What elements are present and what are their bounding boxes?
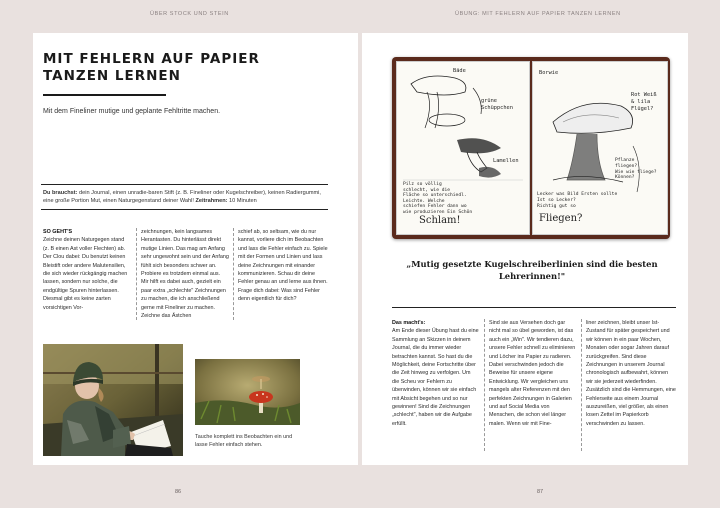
benefit-column-2: Sind sie aus Versehen doch gar nicht mal so übel geworden, ist das auch ein „Win". Wir tendieren dazu, unsere Fehler schnell zu eliminieren und Löcher ins Papier zu radieren. Dabei verschwinden jedoch die Beweise für unsere eigene Entwicklung. Wir vergleichen uns mangels alter Referenzen mit den perfekten Zeichnungen in Galerien und auf Social Media von Menschen, die schon viel länger malen. Wenn wir mit Fine- <box>489 320 576 427</box>
sketch-note-text-right: Lecker was Bild Ersten sollte Ist so Lecker? Richtig gut so <box>537 192 618 209</box>
page-number-left: 86 <box>175 489 182 495</box>
divider-top <box>41 184 328 185</box>
sketch-note-rot-weiss: Rot Weiß & lila Flügel? <box>631 92 657 112</box>
column-divider <box>484 319 485 451</box>
page-title <box>43 51 273 85</box>
running-header-left: ÜBER STOCK UND STEIN <box>150 11 229 17</box>
materials-label: Du brauchst: <box>43 190 78 196</box>
photo-red-mushroom-image <box>195 359 300 425</box>
column-divider <box>581 319 582 451</box>
benefit-column-1 <box>392 319 479 428</box>
benefit-text-1: Am Ende dieser Übung hast du eine Sammlung an Skizzen in deinem Journal, die du immer wieder betrachten kannst. So hast du die Möglichkeit, deine Fortschritte über die Zeit hinweg zu verfolgen. Um die Scheu vor Fehlern zu überwinden, können wir sie einfach mit Absicht begehen und so nur gewinnen! Sind die Zeichnungen „schlecht", haben wir die Aufgabe erfüllt. <box>392 328 479 427</box>
benefit-column-3: liner zeichnen, bleibt unser Ist-Zustand für später gespeichert und wir können in ein paar Wochen, Monaten oder sogar Jahren darauf zurückgreifen. Sind diese Zeichnungen in unserem Journal chronologisch aufbewahrt, können wir sie jederzeit wiederfinden. Zusätzlich sind die Hemmungen, eine Fehlerseite aus einem Journal auszureißen, viel größer, als einen losen Zettel im Papierkorb verschwinden zu lassen. <box>586 320 676 427</box>
sketch-note-text-left: Pilz so völlig schlecht, wie die Fläche so unterschiedl. Leichte. Welche schiefen Fehler dann wo wie produzieren Ein Schön <box>403 182 473 215</box>
page-number-right: 87 <box>537 489 544 495</box>
title-line-2: TANZEN LERNEN <box>43 68 181 84</box>
title-line-1: MIT FEHLERN AUF PAPIER <box>43 51 260 67</box>
materials-box <box>43 189 328 206</box>
sketch-word-fliegen: Fliegen? <box>539 213 583 224</box>
sketch-page-left <box>396 61 530 235</box>
right-page <box>362 33 688 465</box>
time-text: 10 Minuten <box>227 198 257 205</box>
photo-woman-sketching <box>43 344 183 456</box>
sketch-note-schuppchen: grüne Schüppchen <box>481 98 513 111</box>
howto-column-3: schief ab, so seltsam, wie du nur kannst, vorliere dich im Beobachten und lass die Fehler einfach zu. Spiele mit der Formen und Linien und lass deine Zeichnungen mit einander kommunizieren. Schau dir deine Fehler genau an und lerne aus ihnen. Frage dich dabei: Was sind Fehler denn eigentlich für dich? <box>238 229 328 303</box>
column-divider <box>136 228 137 320</box>
howto-column-2: zeichnungen, kein langsames Herantasten. Du hinterlässt direkt mutige Linien. Das mag am Anfang sehr ungewohnt sein und der Anfang fühlt sich besonders schwer an. Probiere es trotzdem einmal aus. Mir hilft es dabei auch, gezielt ein paar extra „schlechte" Zeichnungen zu machen, die ich anschließend gerne mit Fineliner zu machen. Zeichne das Ästchen <box>141 229 229 320</box>
divider-bottom <box>41 209 328 210</box>
sketch-note-question: Pflanze fliegen? Wie wie fliege? Können? <box>615 158 657 181</box>
left-page <box>33 33 358 465</box>
sketch-word-schlam: Schlam! <box>419 215 461 226</box>
howto-text-1: Zeichne deinen Naturgegen stand (z. B einen Ast voller Flechten) ab. Der Clou dabei: Du benutzt keinen Bleistift oder andere Malutensilien, die sich wieder rückgängig machen lassen, sondern nur solche, die endgültige Spuren hinterlassen. Diesmal gibt es keine zarten vorsichtigen Vor- <box>43 237 128 311</box>
photo-woman-sketching-image <box>43 344 183 456</box>
howto-heading: SO GEHT'S <box>43 229 73 235</box>
title-underline <box>43 94 166 96</box>
subtitle: Mit dem Fineliner mutige und geplante Fehltritte machen. <box>43 108 221 115</box>
photo-red-mushroom <box>195 359 300 425</box>
benefit-label: Das macht's: <box>392 320 426 326</box>
sketch-note-lamellen: Lamellen <box>493 158 519 164</box>
howto-column-1 <box>43 228 131 312</box>
running-header-right: ÜBUNG: MIT FEHLERN AUF PAPIER TANZEN LERNEN <box>455 11 621 17</box>
divider-right <box>392 307 676 308</box>
sketchbook-photo <box>392 57 670 239</box>
pull-quote: „Mutig gesetzte Kugelschreiberlinien sind die besten Lehrerinnen!" <box>406 259 658 281</box>
photo-caption: Tauche komplett ins Beobachten ein und lasse Fehler einfach stehen. <box>195 434 293 449</box>
sketch-note-bade: Bäde <box>453 68 466 74</box>
materials-text: dein Journal, einen unradie-baren Stift (z. B. Fineliner oder Kugelschreiber), keinen Radiergummi, eine große Portion Mut, einen Naturgegenstand deiner Wahl! <box>43 190 321 205</box>
time-label: Zeitrahmen: <box>195 198 228 205</box>
sketch-page-right <box>532 61 668 235</box>
column-divider <box>233 228 234 320</box>
sketch-note-borwie: Borwie <box>539 70 559 76</box>
